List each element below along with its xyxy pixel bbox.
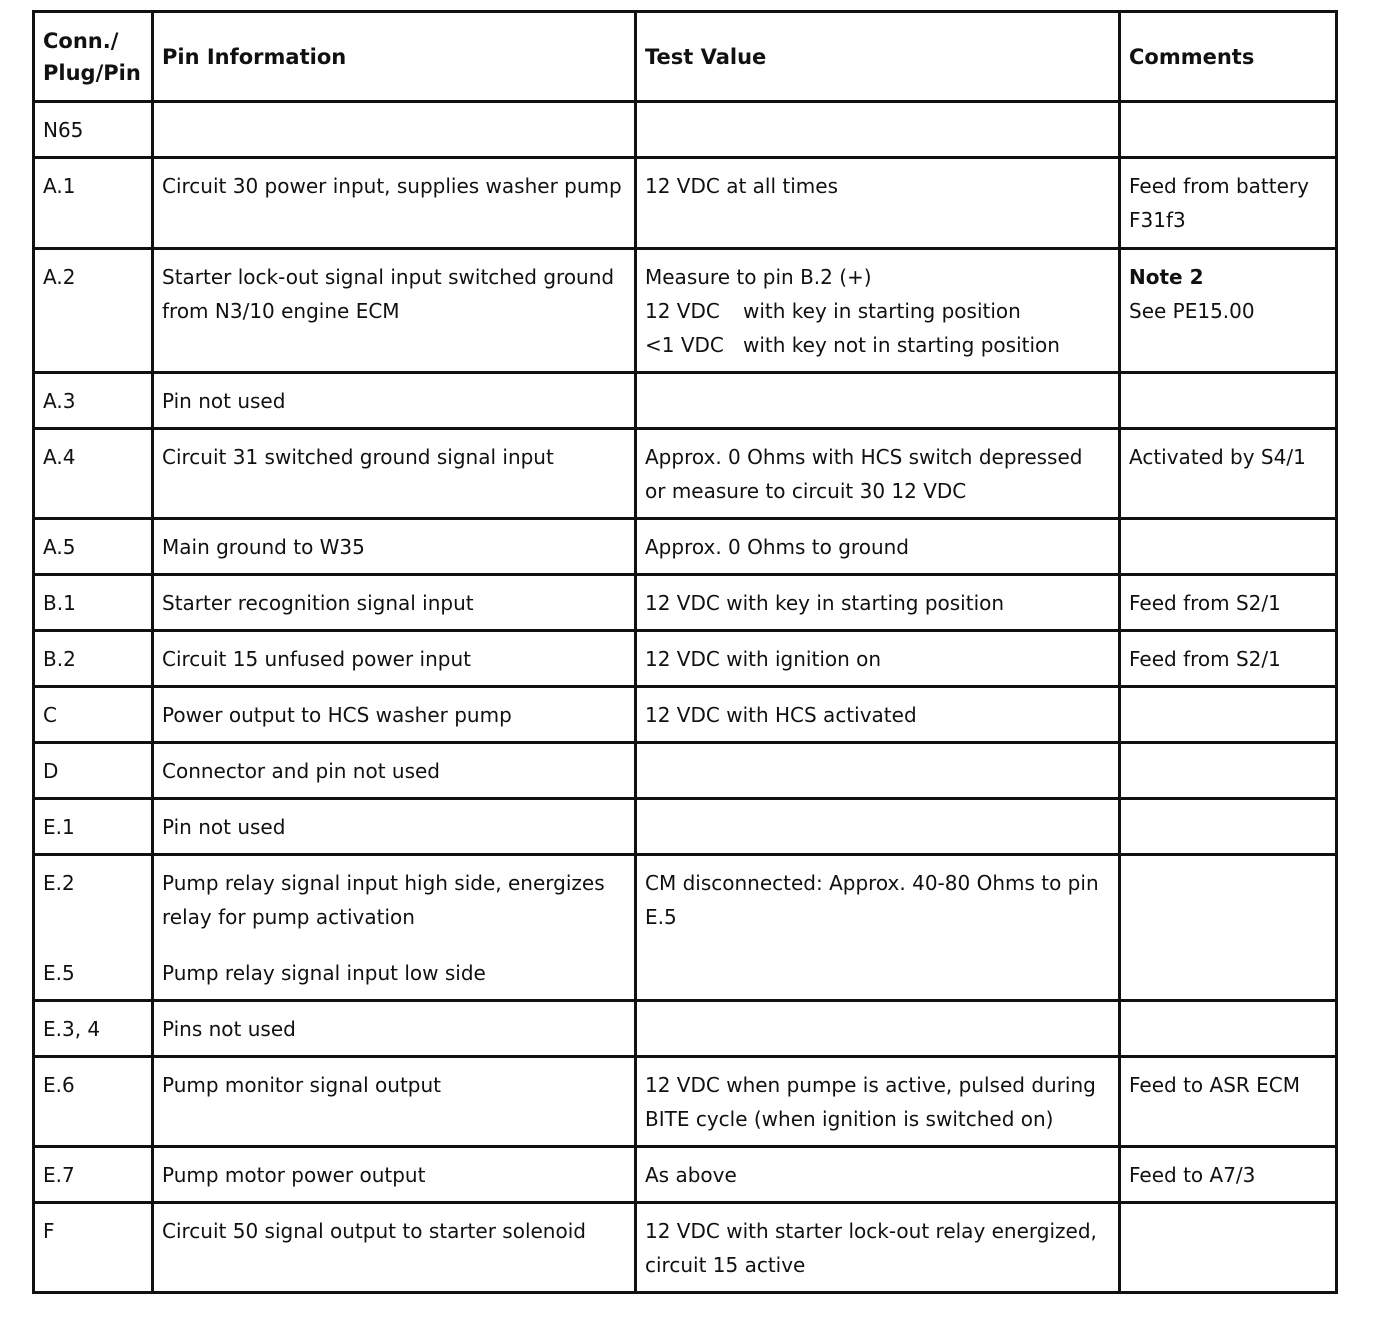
note-label: Note 2	[1129, 265, 1204, 289]
test-cell: 12 VDC with ignition on	[636, 631, 1120, 687]
comments-cell	[1120, 373, 1337, 429]
test-text: 12 VDC when pumpe is active, pulsed during	[645, 1073, 1096, 1097]
info-cell: Circuit 15 unfused power input	[153, 631, 636, 687]
info-text: Pump relay signal input low side	[162, 961, 486, 985]
comments-cell: Feed from S2/1	[1120, 631, 1337, 687]
table-row	[34, 743, 1337, 799]
test-text: Measure to pin B.2 (+)	[645, 265, 872, 289]
info-cell	[153, 158, 636, 249]
header-row	[34, 12, 1337, 102]
comments-cell: Activated by S4/1	[1120, 429, 1337, 519]
info-cell: Pin not used	[153, 799, 636, 855]
table-row	[34, 1147, 1337, 1203]
comments-cell	[1120, 519, 1337, 575]
info-cell: Power output to HCS washer pump	[153, 687, 636, 743]
info-cell: Starter recognition signal input	[153, 575, 636, 631]
comments-cell	[1120, 799, 1337, 855]
table-row	[34, 519, 1337, 575]
comments-text: F31f3	[1129, 208, 1186, 232]
pin-cell: A.2	[34, 249, 153, 373]
comments-cell	[1120, 102, 1337, 158]
test-cell: Approx. 0 Ohms to ground	[636, 519, 1120, 575]
table-row	[34, 855, 1337, 1001]
table-row	[34, 249, 1337, 373]
table-row	[34, 158, 1337, 249]
pin-cell	[34, 855, 153, 1001]
comments-text: Feed from battery	[1129, 174, 1309, 198]
test-text: E.5	[645, 905, 677, 929]
header-plug-pin-label: Plug/Pin	[43, 60, 141, 85]
pin-cell: B.1	[34, 575, 153, 631]
info-cell: Circuit 31 switched ground signal input	[153, 429, 636, 519]
test-text: Approx. 0 Ohms with HCS switch depressed	[645, 445, 1083, 469]
pin-text: E.2	[43, 871, 75, 895]
info-cell	[153, 249, 636, 373]
test-text: 12 VDC with starter lock-out relay energized,	[645, 1219, 1097, 1243]
pin-cell: B.2	[34, 631, 153, 687]
info-text: Pump relay signal input high side, energizes	[162, 871, 605, 895]
pin-information-table	[32, 10, 1338, 1294]
table-row	[34, 631, 1337, 687]
test-cell	[636, 799, 1120, 855]
test-cell	[636, 855, 1120, 1001]
spacer	[162, 934, 626, 956]
comments-cell	[1120, 158, 1337, 249]
test-cell: 12 VDC with key in starting position	[636, 575, 1120, 631]
test-text: or measure to circuit 30 12 VDC	[645, 479, 967, 503]
test-cell	[636, 249, 1120, 373]
info-text: relay for pump activation	[162, 905, 415, 929]
info-cell: Pump monitor signal output	[153, 1057, 636, 1147]
table-row	[34, 1057, 1337, 1147]
test-cell	[636, 102, 1120, 158]
pin-cell: F	[34, 1203, 153, 1293]
comments-cell: Feed from S2/1	[1120, 575, 1337, 631]
table-row	[34, 373, 1337, 429]
pin-cell: E.3, 4	[34, 1001, 153, 1057]
table-row	[34, 799, 1337, 855]
comments-cell	[1120, 249, 1337, 373]
test-text: CM disconnected: Approx. 40-80 Ohms to pin	[645, 871, 1099, 895]
test-cell	[636, 1057, 1120, 1147]
info-cell: Pin not used	[153, 373, 636, 429]
spacer	[43, 934, 143, 956]
test-text	[645, 294, 1110, 328]
header-comments: Comments	[1120, 12, 1337, 102]
test-cell: 12 VDC with HCS activated	[636, 687, 1120, 743]
test-cell: As above	[636, 1147, 1120, 1203]
table-row	[34, 429, 1337, 519]
table-row	[34, 102, 1337, 158]
comments-cell	[1120, 743, 1337, 799]
pin-cell: E.7	[34, 1147, 153, 1203]
comments-cell: Feed to ASR ECM	[1120, 1057, 1337, 1147]
test-value-condition: with key in starting position	[743, 299, 1021, 323]
header-conn-plug-pin	[34, 12, 153, 102]
header-test-value: Test Value	[636, 12, 1120, 102]
test-cell: 12 VDC at all times	[636, 158, 1120, 249]
pin-cell: E.1	[34, 799, 153, 855]
info-cell: Pins not used	[153, 1001, 636, 1057]
comments-cell	[1120, 1203, 1337, 1293]
test-cell	[636, 743, 1120, 799]
test-value-label: 12 VDC	[645, 299, 720, 323]
test-text	[645, 328, 1110, 362]
pin-text: E.5	[43, 961, 75, 985]
header-pin-information: Pin Information	[153, 12, 636, 102]
test-cell	[636, 1203, 1120, 1293]
table-row	[34, 687, 1337, 743]
header-conn-label: Conn./	[43, 28, 119, 53]
comments-text: See PE15.00	[1129, 299, 1255, 323]
info-text: Circuit 30 power input, supplies washer pump	[162, 174, 622, 198]
info-cell: Main ground to W35	[153, 519, 636, 575]
pin-cell: N65	[34, 102, 153, 158]
info-text: from N3/10 engine ECM	[162, 299, 400, 323]
table-row	[34, 1203, 1337, 1293]
test-cell	[636, 1001, 1120, 1057]
pin-cell: A.1	[34, 158, 153, 249]
test-value-label: <1 VDC	[645, 333, 724, 357]
pin-cell: E.6	[34, 1057, 153, 1147]
test-text: BITE cycle (when ignition is switched on)	[645, 1107, 1054, 1131]
table-row	[34, 1001, 1337, 1057]
test-value-condition: with key not in starting position	[743, 333, 1060, 357]
comments-cell	[1120, 855, 1337, 1001]
pin-cell: D	[34, 743, 153, 799]
info-text: Starter lock-out signal input switched ground	[162, 265, 615, 289]
info-cell	[153, 102, 636, 158]
comments-cell	[1120, 1001, 1337, 1057]
pin-cell: C	[34, 687, 153, 743]
comments-cell	[1120, 687, 1337, 743]
info-cell: Pump motor power output	[153, 1147, 636, 1203]
pin-cell: A.5	[34, 519, 153, 575]
info-cell: Circuit 50 signal output to starter solenoid	[153, 1203, 636, 1293]
info-cell: Connector and pin not used	[153, 743, 636, 799]
test-cell	[636, 373, 1120, 429]
test-text: circuit 15 active	[645, 1253, 806, 1277]
pin-cell: A.3	[34, 373, 153, 429]
table-row	[34, 575, 1337, 631]
info-cell	[153, 855, 636, 1001]
pin-cell: A.4	[34, 429, 153, 519]
test-cell	[636, 429, 1120, 519]
comments-cell: Feed to A7/3	[1120, 1147, 1337, 1203]
